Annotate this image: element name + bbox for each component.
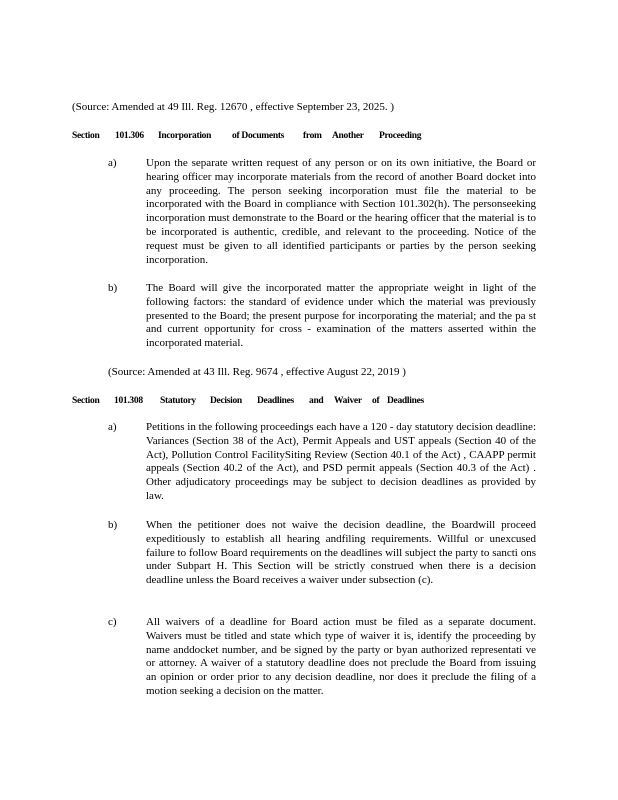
section-title-word: Deadlines [257,396,294,406]
subsection-marker: c) [108,616,117,628]
section-title-word: and [309,396,324,406]
section-title-word: Statutory [160,396,196,406]
subsection-text: All waivers of a deadline for Board action must be filed as a separate document. Waivers must be titled and state which type of waiver it is, identify the proceeding by name anddocket number, and be signed by the party or byan authorized representati ve or attorney. A waiver of a statutory deadline does not preclude the Board from issuing an opinion or order prior to any decision deadline, nor does it preclude the filing of a motion seeking a decision on the matter. [146,616,536,697]
subsection-marker: a) [108,421,117,433]
section-title-word: of [372,396,380,406]
section-number: 101.306 [115,131,144,141]
source-note-1: (Source: Amended at 49 Ill. Reg. 12670 , effective September 23, 2025. ) [72,101,395,113]
section-title-word: Incorporation [158,131,212,141]
subsection-text: Upon the separate written request of any person or on its own initiative, the Board or hearing officer may incorporate materials from the record of another Board docket into any proceeding. The person seeking incorporation must file the material to be incorporated with the Board in compliance with Section 101.302(h). The personseeking incorporation must demonstrate to the Board or the hearing officer that the material is to be incorporated is authentic, credible, and relevant to the proceeding. Notice of the request must be given to all identified participants or parties by the person seeking incorporation. [146,157,536,266]
section-title-word: of Documents [232,131,285,141]
subsection-text: The Board will give the incorporated matter the appropriate weight in light of the following factors: the standard of evidence under which the material was previously presented to the Board; the present purpose for incorporating the material; and the pa st and current opportunity for cross - examination of the matters asserted within the incorporated material. [146,282,536,350]
section-title-word: from [303,131,322,141]
section-title-word: Waiver [334,396,362,406]
subsection-text: When the petitioner does not waive the decision deadline, the Boardwill proceed expeditiously to establish all hearing andfiling requirements. Willful or unexcused failure to follow Board requirements on the deadlines will subject the party to sancti ons under Subpart H. This Section will be strictly construed when there is a decision deadline unless the Board receives a waiver under subsection (c). [146,519,536,587]
subsection-marker: b) [108,519,118,531]
section-title-word: Deadlines [387,396,424,406]
section-label: Section [72,396,100,406]
section-title-word: Decision [210,396,242,406]
subsection-text: Petitions in the following proceedings each have a 120 - day statutory decision deadline: Variances (Section 38 of the Act), Permit Appeals and UST appeals (Section 40 of the Act), Pollution Control FacilitySiting Review (Section 40.1 of the Act) , CAAPP permit appeals (Section 40.2 of the Act), and PSD permit appeals (Section 40.3 of the Act) . Other adjudicatory proceedings may be subject to decision deadlines as provided by law. [146,421,536,502]
section-title-word: Proceeding [379,131,422,141]
section-label: Section [72,131,100,141]
subsection-marker: b) [108,282,118,294]
section-title-word: Another [332,131,364,141]
subsection-marker: a) [108,157,117,169]
section-number: 101.308 [114,396,143,406]
source-note-2: (Source: Amended at 43 Ill. Reg. 9674 , effective August 22, 2019 ) [108,366,406,378]
